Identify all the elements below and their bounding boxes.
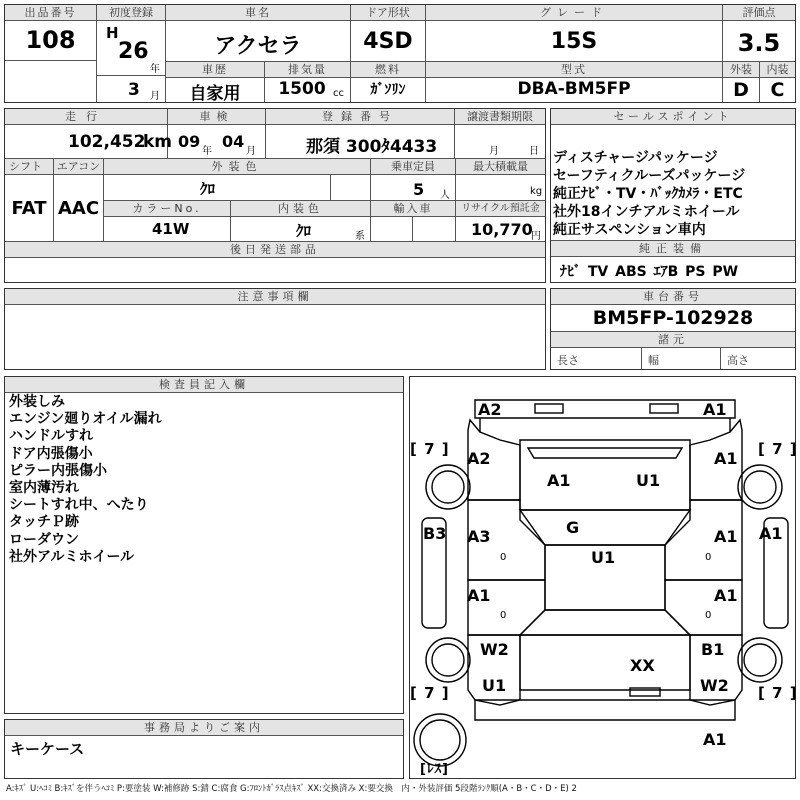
sales-points-list bbox=[553, 149, 793, 239]
inspector-item: ピラー内張傷小 bbox=[9, 462, 107, 479]
inspector-item: タッチＰ跡 bbox=[9, 514, 79, 531]
chassis-number: BM5FP-102928 bbox=[592, 307, 754, 329]
door-count: 0 bbox=[705, 610, 712, 621]
tire-rl-tread: [ 7 ] bbox=[410, 684, 450, 702]
spare-tire-label: [ﾚｽ] bbox=[420, 762, 449, 777]
inspector-item: 室内薄汚れ bbox=[9, 480, 79, 497]
reg-year-unit: 年 bbox=[150, 64, 160, 75]
insp-month: 04 bbox=[222, 132, 245, 151]
int-grade: C bbox=[770, 79, 785, 101]
reg-era: H bbox=[106, 24, 119, 42]
color: ｸﾛ bbox=[200, 180, 216, 198]
displacement-label: 排気量 bbox=[265, 62, 350, 78]
sales-point-item: ディスチャージパッケージ bbox=[553, 150, 718, 166]
score-label: 評価点 bbox=[723, 5, 795, 21]
door-type: 4SD bbox=[363, 29, 413, 54]
load-unit: kg bbox=[530, 186, 543, 197]
mark-quarter-rear-right: W2 bbox=[700, 676, 729, 695]
mark-hood-right: U1 bbox=[636, 471, 661, 490]
car-diagram-svg bbox=[409, 376, 796, 779]
sales-point-item: 純正サスペンション車内 bbox=[553, 222, 706, 238]
inspector-item: ドア内張傷小 bbox=[9, 445, 93, 462]
mileage: 102,452 bbox=[68, 132, 146, 152]
reg-label: 初度登録 bbox=[97, 5, 165, 21]
mark-door-front-left: A3 bbox=[467, 527, 491, 546]
mark-door-rear-right: A1 bbox=[714, 586, 738, 605]
color-no: 41W bbox=[152, 220, 190, 238]
mark-quarter-rear-left: U1 bbox=[482, 676, 507, 695]
mark-trunk: XX bbox=[630, 656, 655, 675]
mark-roof: U1 bbox=[591, 548, 616, 567]
length-label: 長さ bbox=[557, 354, 579, 367]
capacity-label: 乗車定員 bbox=[371, 159, 455, 175]
chassis-label: 車台番号 bbox=[551, 289, 795, 305]
insp-year-unit: 年 bbox=[202, 146, 212, 157]
interior-color-unit: 系 bbox=[355, 231, 365, 242]
sales-point-item: 純正ﾅﾋﾞ・TV・ﾊﾞｯｸｶﾒﾗ・ETC bbox=[553, 186, 743, 202]
interior-color-label: 内装色 bbox=[231, 201, 370, 217]
door-count: 0 bbox=[500, 610, 507, 621]
grade-label: グレード bbox=[426, 5, 722, 21]
recycle: 10,770 bbox=[471, 220, 533, 239]
score: 3.5 bbox=[737, 29, 781, 57]
inspector-list bbox=[9, 394, 399, 566]
office-note: キーケース bbox=[10, 740, 85, 758]
width-label: 幅 bbox=[648, 354, 659, 367]
mark-hood-left: A1 bbox=[547, 471, 571, 490]
dims-label: 諸元 bbox=[551, 332, 795, 348]
model: DBA-BM5FP bbox=[517, 79, 631, 99]
model-label: 型式 bbox=[426, 62, 722, 78]
reg-month-unit: 月 bbox=[150, 91, 160, 102]
inspector-item: ハンドルすれ bbox=[9, 428, 93, 445]
inspector-label: 検査員記入欄 bbox=[5, 377, 403, 393]
lot-label: 出品番号 bbox=[5, 5, 96, 21]
car-name: アクセラ bbox=[214, 34, 302, 59]
notes-label: 注意事項欄 bbox=[5, 289, 545, 305]
mark-rocker-left: B3 bbox=[423, 524, 447, 543]
recycle-label: リサイクル預託金 bbox=[456, 201, 545, 217]
grade: 15S bbox=[550, 29, 598, 54]
door-count: 0 bbox=[705, 552, 712, 563]
shift-label: シフト bbox=[5, 159, 53, 175]
inspector-item: 外装しみ bbox=[9, 394, 65, 410]
mileage-label: 走行 bbox=[5, 109, 167, 125]
insp-month-unit: 月 bbox=[246, 146, 256, 157]
mark-front-bumper-left: A2 bbox=[478, 400, 502, 419]
recycle-unit: 円 bbox=[531, 231, 541, 242]
import-label: 輸入車 bbox=[371, 201, 455, 217]
history-label: 車歴 bbox=[166, 62, 264, 78]
sales-points-label: セールスポイント bbox=[551, 109, 795, 125]
fuel-label: 燃料 bbox=[351, 62, 425, 78]
inspector-item: シートすれ中、へたり bbox=[9, 497, 149, 514]
sales-point-item: セーフティクルーズパッケージ bbox=[553, 168, 746, 184]
color-label: 外装色 bbox=[104, 159, 370, 175]
door-label: ドア形状 bbox=[351, 5, 425, 21]
transfer-label: 譲渡書類期限 bbox=[455, 109, 545, 125]
mark-windshield: G bbox=[566, 518, 580, 537]
inspector-item: 社外アルミホイール bbox=[9, 548, 135, 565]
ext-label: 外装 bbox=[723, 62, 759, 78]
mark-door-rear-left: A1 bbox=[467, 586, 491, 605]
tire-fr-tread: [ 7 ] bbox=[758, 440, 798, 458]
color-no-label: カラーNo. bbox=[104, 201, 230, 217]
equipment: ﾅﾋﾞ TV ABS ｴｱB PS PW bbox=[560, 264, 739, 280]
tire-rr-tread: [ 7 ] bbox=[758, 684, 798, 702]
ac-label: エアコン bbox=[54, 159, 103, 175]
door-count: 0 bbox=[500, 552, 507, 563]
transfer-day-unit: 日 bbox=[529, 146, 539, 157]
insp-year: 09 bbox=[178, 132, 201, 151]
tire-fl-tread: [ 7 ] bbox=[410, 440, 450, 458]
ac: AAC bbox=[57, 198, 100, 219]
mark-fender-front-right: A1 bbox=[714, 449, 738, 468]
later-parts-label: 後日発送部品 bbox=[5, 242, 545, 258]
equipment-label: 純正装備 bbox=[551, 241, 795, 257]
mark-rear-bumper: A1 bbox=[703, 730, 727, 749]
capacity-unit: 人 bbox=[440, 190, 450, 201]
mark-front-bumper-right: A1 bbox=[703, 400, 727, 419]
interior-color: ｸﾛ bbox=[296, 222, 312, 240]
history: 自家用 bbox=[189, 84, 241, 104]
inspector-item: ローダウン bbox=[9, 531, 79, 548]
capacity: 5 bbox=[413, 180, 425, 199]
mark-wheel-rear-right: B1 bbox=[701, 640, 725, 659]
reg-month: 3 bbox=[128, 80, 140, 100]
inspector-item: エンジン廻りオイル漏れ bbox=[9, 411, 162, 428]
office-label: 事務局よりご案内 bbox=[5, 720, 403, 736]
name-label: 車名 bbox=[166, 5, 350, 21]
plate: 那須 300ﾀ4433 bbox=[306, 137, 438, 157]
sales-point-item: 社外18インチアルミホイール bbox=[553, 204, 740, 220]
displacement-unit: cc bbox=[333, 88, 344, 99]
shift: FAT bbox=[11, 198, 47, 219]
inspection-label: 車検 bbox=[168, 109, 265, 125]
reg-year: 26 bbox=[118, 39, 149, 64]
fuel: ｶﾞｿﾘﾝ bbox=[370, 82, 406, 98]
mileage-unit: km bbox=[143, 132, 173, 152]
legend: A:ｷｽﾞ U:ﾍｺﾐ B:ｷｽﾞを伴うﾍｺﾐ P:要塗装 W:補修跡 S:錆 C:腐食 G:ﾌﾛﾝﾄｶﾞﾗｽ点ｷｽﾞ XX:交換済み X:要交換 内・外装評価 5段階ﾗﾝｸ順(A・B・C・D・E) 2 bbox=[6, 784, 577, 794]
ext-grade: D bbox=[733, 79, 749, 101]
mark-door-front-right: A1 bbox=[714, 527, 738, 546]
transfer-month-unit: 月 bbox=[489, 146, 499, 157]
mark-wheel-rear-left: W2 bbox=[480, 640, 509, 659]
displacement: 1500 bbox=[278, 79, 326, 99]
plate-label: 登録番号 bbox=[266, 109, 454, 125]
load-label: 最大積載量 bbox=[456, 159, 545, 175]
mark-pillar-right: A1 bbox=[759, 524, 783, 543]
height-label: 高さ bbox=[727, 354, 749, 367]
lot-number: 108 bbox=[25, 26, 76, 54]
mark-fender-front-left: A2 bbox=[467, 449, 491, 468]
int-label: 内装 bbox=[760, 62, 795, 78]
